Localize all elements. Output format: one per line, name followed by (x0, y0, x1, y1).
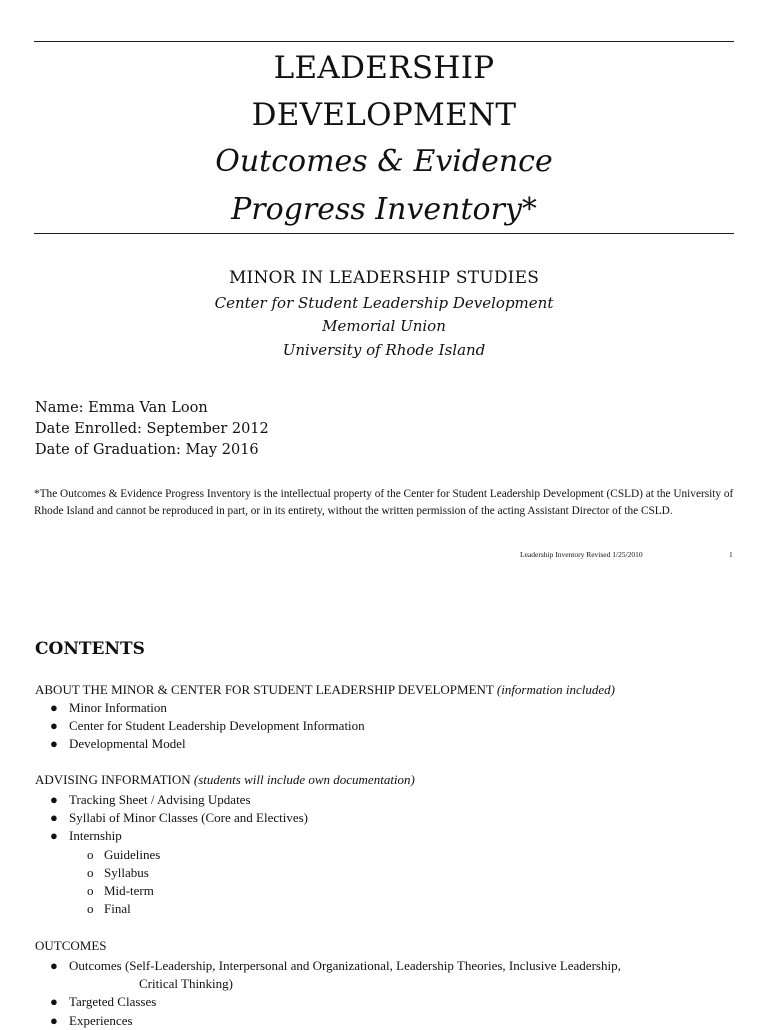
outcomes-list (50, 957, 740, 1030)
bullet-icon: ● (50, 810, 58, 826)
list-item: ● Internship (50, 827, 740, 845)
section-about-label: ABOUT THE MINOR & CENTER FOR STUDENT LEADERSHIP DEVELOPMENT (35, 682, 494, 697)
circle-bullet-icon: o (87, 901, 94, 917)
title-line-4: Progress Inventory* (231, 192, 537, 227)
list-item: ● Experiences (50, 1012, 740, 1030)
contents-heading: CONTENTS (35, 639, 145, 659)
bullet-icon: ● (50, 958, 58, 973)
bottom-rule (34, 233, 734, 234)
bullet-icon: ● (50, 994, 58, 1010)
student-enrolled: Date Enrolled: September 2012 (35, 421, 269, 437)
list-item: ● Developmental Model (50, 735, 740, 753)
program-building: Memorial Union (322, 317, 446, 335)
list-subitem: o Mid-term (50, 882, 740, 900)
bullet-icon: ● (50, 736, 58, 752)
program-center: Center for Student Leadership Development (214, 294, 554, 312)
bullet-icon: ● (50, 1012, 58, 1028)
program-university: University of Rhode Island (282, 341, 486, 359)
top-rule (34, 41, 734, 42)
footer-page-number: 1 (729, 550, 733, 559)
circle-bullet-icon: o (87, 846, 94, 862)
list-subitem: o Final (50, 900, 740, 918)
about-list (50, 699, 740, 754)
title-line-3: Outcomes & Evidence (215, 144, 553, 179)
list-item: ● Center for Student Leadership Development Information (50, 717, 740, 735)
circle-bullet-icon: o (87, 864, 94, 880)
bullet-icon: ● (50, 718, 58, 734)
title-line-1: LEADERSHIP (273, 50, 495, 86)
section-about-note: (information included) (496, 682, 615, 697)
program-name: MINOR IN LEADERSHIP STUDIES (228, 268, 540, 288)
bullet-icon: ● (50, 700, 58, 715)
section-outcomes-title: OUTCOMES (35, 938, 107, 953)
title-line-2: DEVELOPMENT (251, 97, 517, 133)
student-graduation: Date of Graduation: May 2016 (35, 442, 259, 458)
footer-revision: Leadership Inventory Revised 1/25/2010 (520, 550, 643, 559)
list-item: ● Targeted Classes (50, 993, 740, 1011)
section-about-title (35, 681, 615, 699)
section-advising-label: ADVISING INFORMATION (35, 772, 191, 787)
section-advising-note: (students will include own documentation) (193, 772, 415, 787)
bullet-icon: ● (50, 828, 58, 844)
section-advising-title (35, 771, 415, 789)
list-subitem: o Syllabus (50, 864, 740, 882)
bullet-icon: ● (50, 792, 58, 807)
advising-list (50, 791, 740, 918)
circle-bullet-icon: o (87, 883, 94, 899)
list-item: ● Outcomes (Self-Leadership, Interpersonal and Organizational, Leadership Theories, Inclusive Leadership, Critical Thinking) (50, 958, 621, 992)
list-item: ● Minor Information (50, 699, 740, 717)
list-item: ● Tracking Sheet / Advising Updates (50, 791, 740, 809)
copyright-note: *The Outcomes & Evidence Progress Inventory is the intellectual property of the Center for Student Leadership Development (CSLD) at the University of Rhode Island and cannot be reproduced in part, or in its entirety, without the written permission of the acting Assistant Director of the CSLD. (34, 488, 734, 517)
list-item: ● Syllabi of Minor Classes (Core and Electives) (50, 809, 740, 827)
student-name: Name: Emma Van Loon (35, 400, 208, 416)
list-subitem: o Guidelines (50, 846, 740, 864)
